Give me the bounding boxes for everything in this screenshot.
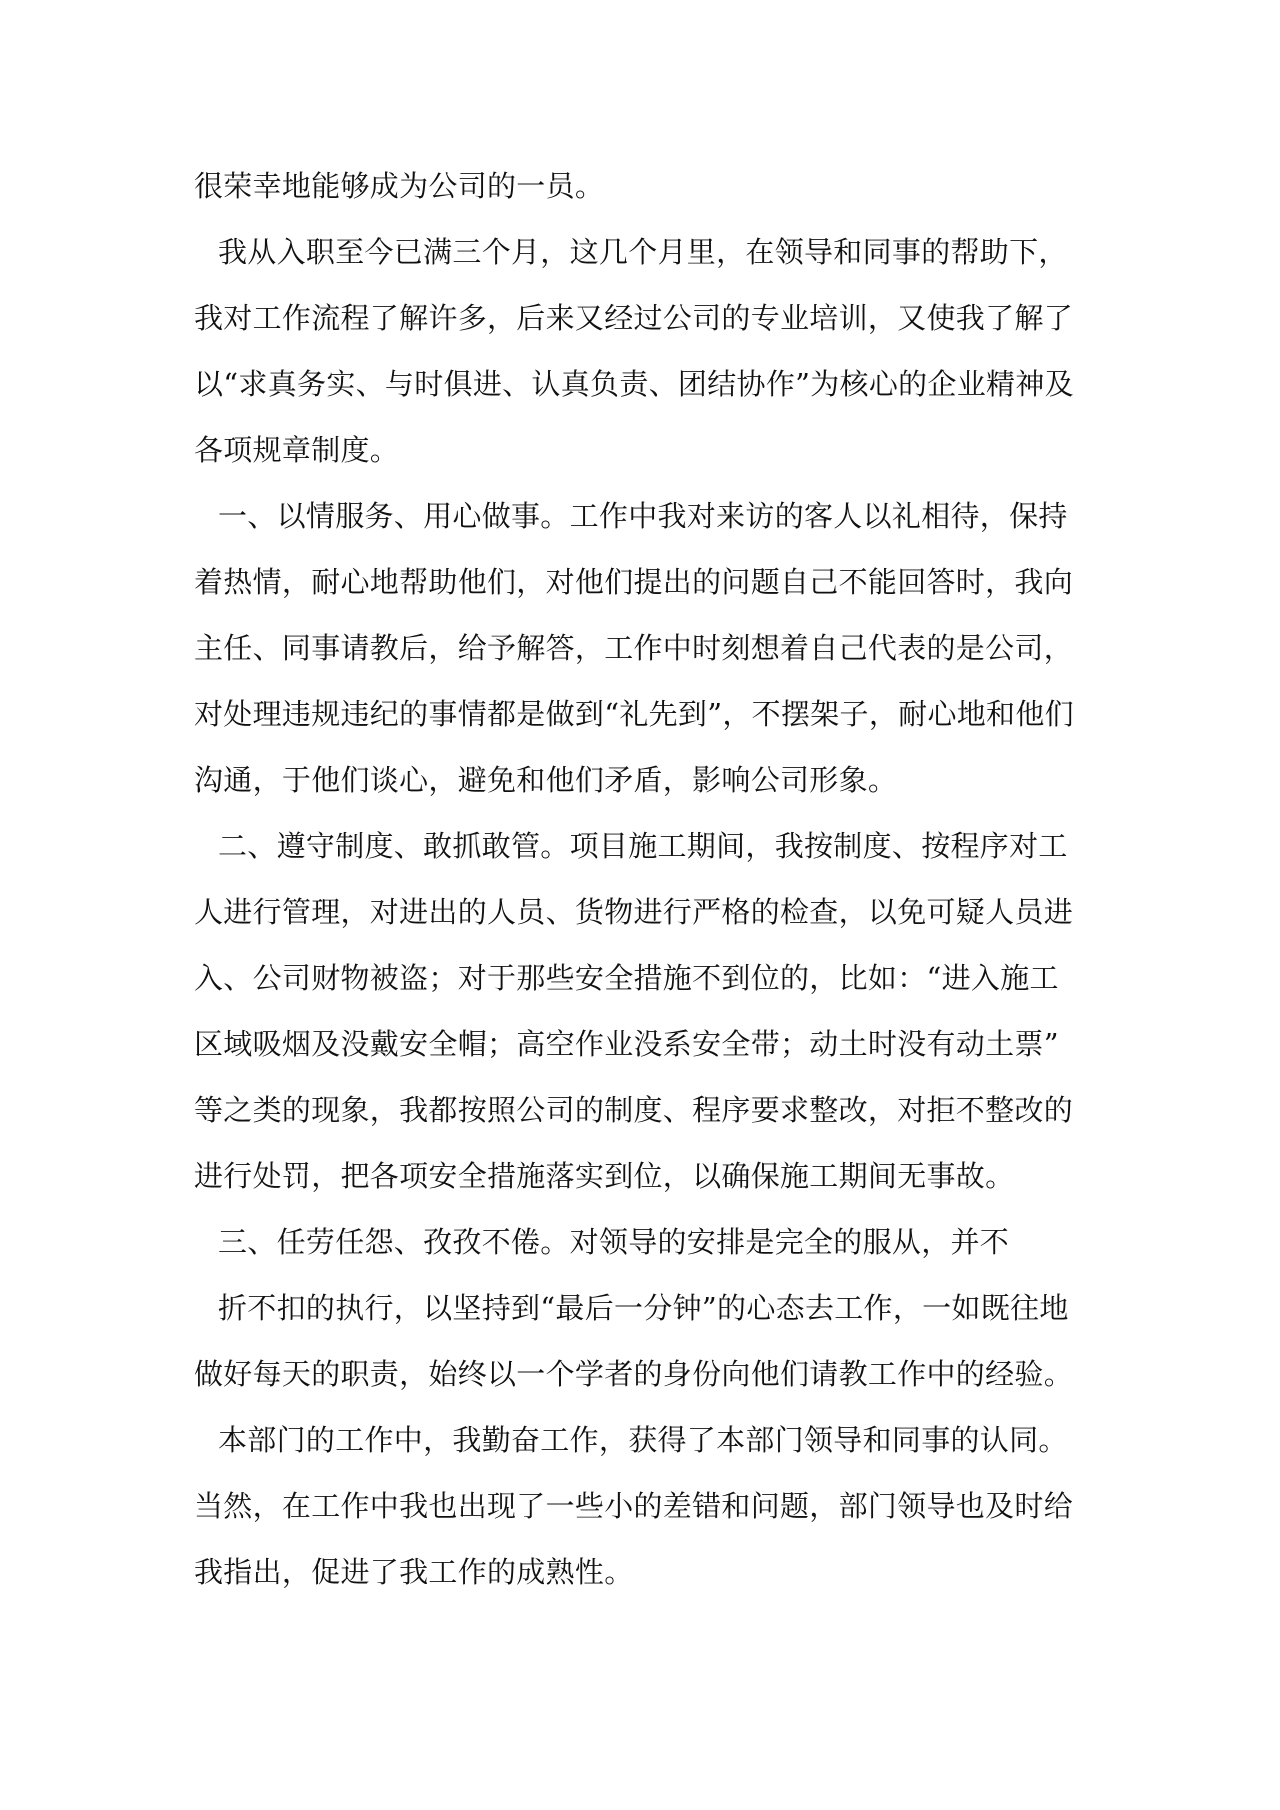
paragraph-first-line: 一、以情服务、用心做事。工作中我对来访的客人以礼相待，保持: [218, 499, 1068, 533]
text-line: 很荣幸地能够成为公司的一员。: [194, 169, 605, 203]
text-line: 等之类的现象，我都按照公司的制度、程序要求整改，对拒不整改的: [194, 1093, 1074, 1127]
paragraph-first-line: 折不扣的执行，以坚持到“最后一分钟”的心态去工作，一如既往地: [218, 1291, 1069, 1325]
paragraph-first-line: 二、遵守制度、敢抓敢管。项目施工期间，我按制度、按程序对工: [218, 829, 1068, 863]
text-line: 我对工作流程了解许多，后来又经过公司的专业培训，又使我了解了: [194, 301, 1074, 335]
paragraph-first-line: 本部门的工作中，我勤奋工作，获得了本部门领导和同事的认同。: [218, 1423, 1068, 1457]
text-line: 对处理违规违纪的事情都是做到“礼先到”，不摆架子，耐心地和他们: [194, 697, 1074, 731]
text-line: 进行处罚，把各项安全措施落实到位，以确保施工期间无事故。: [194, 1159, 1015, 1193]
paragraph-first-line: 我从入职至今已满三个月，这几个月里，在领导和同事的帮助下，: [218, 235, 1068, 269]
text-line: 当然，在工作中我也出现了一些小的差错和问题，部门领导也及时给: [194, 1489, 1074, 1523]
text-line: 各项规章制度。: [194, 433, 400, 467]
text-line: 入、公司财物被盗；对于那些安全措施不到位的，比如：“进入施工: [194, 961, 1059, 995]
text-line: 主任、同事请教后，给予解答，工作中时刻想着自己代表的是公司，: [194, 631, 1074, 665]
text-line: 着热情，耐心地帮助他们，对他们提出的问题自己不能回答时，我向: [194, 565, 1074, 599]
text-line: 区域吸烟及没戴安全帽；高空作业没系安全带；动土时没有动土票”: [194, 1027, 1059, 1061]
text-line: 以“求真务实、与时俱进、认真负责、团结协作”为核心的企业精神及: [194, 367, 1074, 401]
text-line: 做好每天的职责，始终以一个学者的身份向他们请教工作中的经验。: [194, 1357, 1074, 1391]
text-line: 我指出，促进了我工作的成熟性。: [194, 1555, 634, 1589]
text-line: 沟通，于他们谈心，避免和他们矛盾，影响公司形象。: [194, 763, 898, 797]
text-line: 人进行管理，对进出的人员、货物进行严格的检查，以免可疑人员进: [194, 895, 1074, 929]
paragraph-first-line: 三、任劳任怨、孜孜不倦。对领导的安排是完全的服从，并不: [218, 1225, 1010, 1259]
